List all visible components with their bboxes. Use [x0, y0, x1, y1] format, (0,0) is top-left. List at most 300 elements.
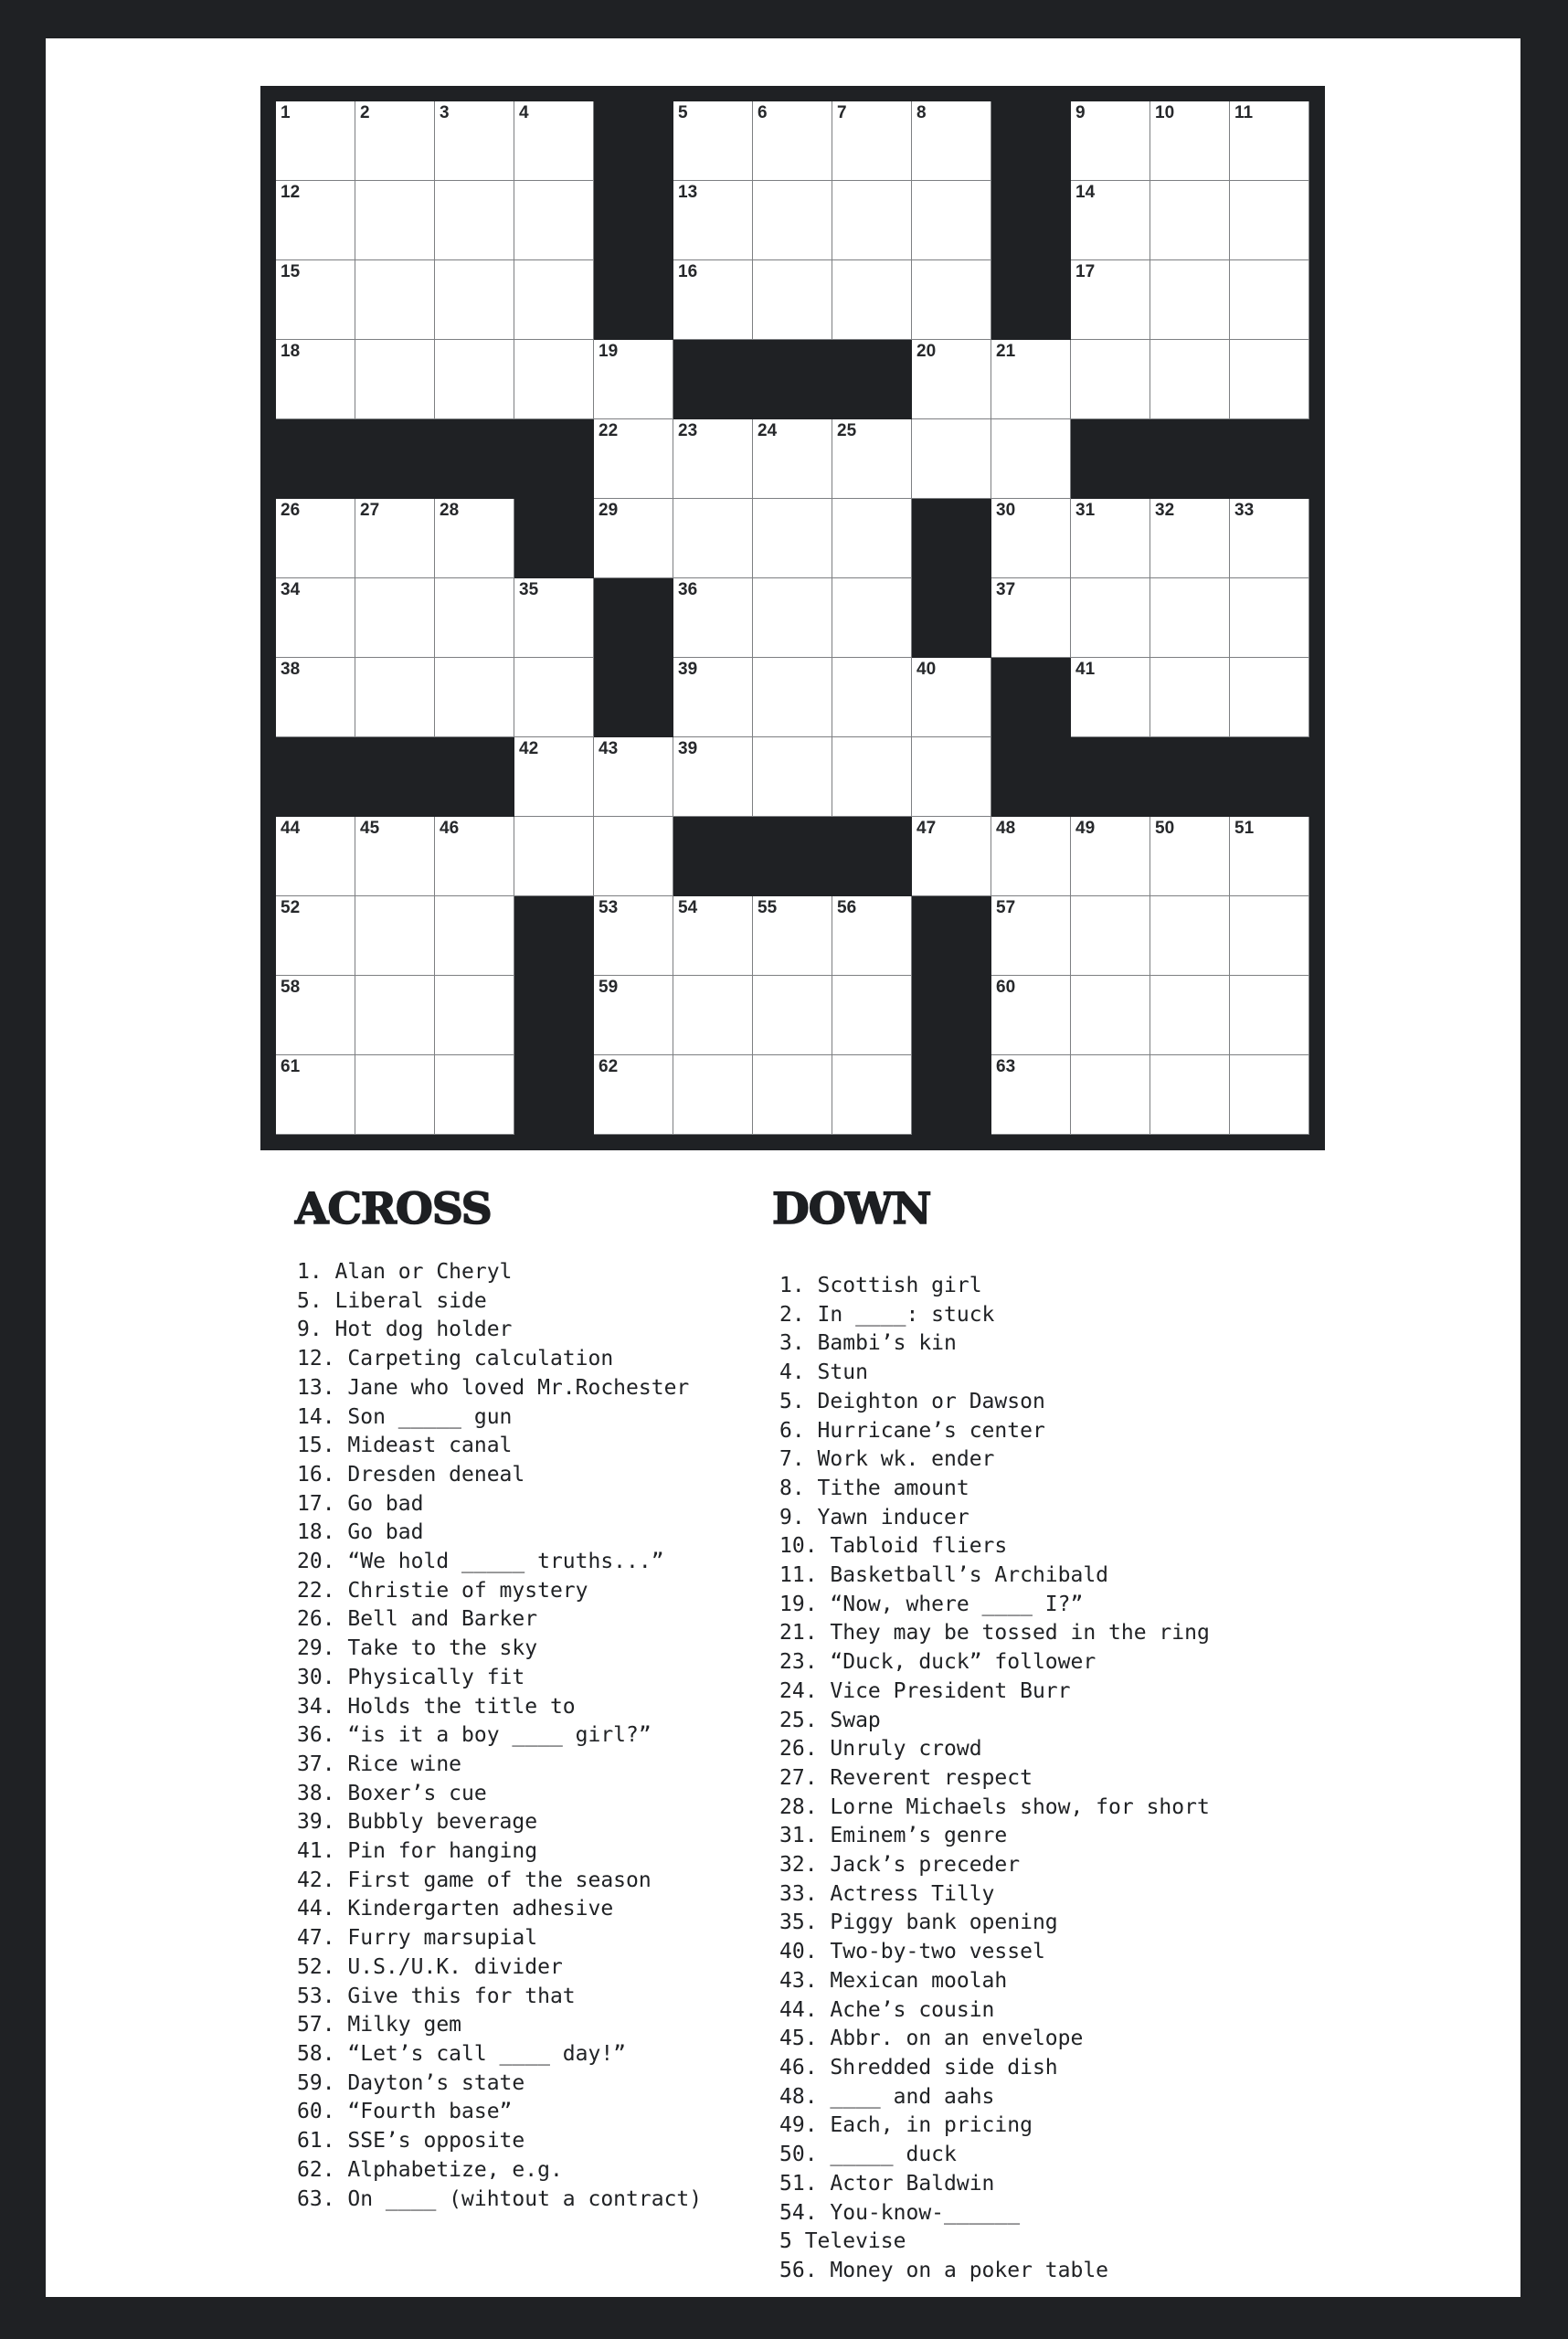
grid-cell[interactable]	[514, 578, 594, 658]
across-clue: 58. “Let’s call ____ day!”	[297, 2041, 627, 2066]
grid-cell[interactable]	[673, 578, 753, 658]
grid-cell[interactable]	[1230, 976, 1309, 1055]
cell-number: 4	[519, 103, 529, 122]
grid-cell[interactable]	[355, 976, 435, 1055]
down-clue: 40. Two-by-two vessel	[779, 1940, 1045, 1964]
grid-cell[interactable]	[673, 976, 753, 1055]
cell-number: 50	[1155, 819, 1175, 838]
down-clue: 19. “Now, where ____ I?”	[779, 1592, 1084, 1616]
cell-number: 32	[1155, 501, 1175, 520]
down-clue: 35. Piggy bank opening	[779, 1910, 1058, 1935]
down-clue: 51. Actor Baldwin	[779, 2171, 995, 2196]
cell-number: 30	[996, 501, 1016, 520]
cell-number: 55	[758, 898, 778, 917]
grid-cell[interactable]	[276, 1055, 355, 1135]
across-clue: 14. Son _____ gun	[297, 1404, 513, 1429]
across-clue: 17. Go bad	[297, 1491, 424, 1516]
grid-cell[interactable]	[355, 817, 435, 896]
grid-cell[interactable]	[673, 499, 753, 578]
grid-cell[interactable]	[753, 419, 832, 499]
grid-cell[interactable]	[1150, 499, 1230, 578]
grid-black-cell	[1150, 737, 1230, 817]
cell-number: 31	[1075, 501, 1096, 520]
across-clue: 37. Rice wine	[297, 1752, 462, 1776]
across-clue: 47. Furry marsupial	[297, 1926, 538, 1951]
grid-cell[interactable]	[355, 896, 435, 976]
grid-cell[interactable]	[1071, 817, 1150, 896]
grid-cell[interactable]	[355, 260, 435, 340]
grid-black-cell	[991, 658, 1071, 737]
down-clue: 4. Stun	[779, 1360, 868, 1385]
grid-cell[interactable]	[991, 817, 1071, 896]
cell-number: 42	[519, 739, 539, 758]
grid-cell[interactable]	[991, 976, 1071, 1055]
grid-black-cell	[514, 499, 594, 578]
grid-cell[interactable]	[594, 817, 673, 896]
cell-number: 20	[916, 342, 937, 361]
grid-cell[interactable]	[753, 499, 832, 578]
grid-cell[interactable]	[991, 1055, 1071, 1135]
grid-cell[interactable]	[355, 499, 435, 578]
grid-cell[interactable]	[1150, 578, 1230, 658]
grid-cell[interactable]	[355, 340, 435, 419]
grid-cell[interactable]	[832, 101, 912, 181]
grid-cell[interactable]	[594, 499, 673, 578]
grid-black-cell	[355, 419, 435, 499]
grid-cell[interactable]	[435, 340, 514, 419]
down-clue: 27. Reverent respect	[779, 1765, 1033, 1790]
grid-cell[interactable]	[832, 976, 912, 1055]
grid-cell[interactable]	[753, 896, 832, 976]
grid-cell[interactable]	[355, 181, 435, 260]
cell-number: 38	[281, 660, 301, 679]
cell-number: 54	[678, 898, 698, 917]
grid-cell[interactable]	[276, 181, 355, 260]
grid-black-cell	[594, 181, 673, 260]
cell-number: 39	[678, 660, 698, 679]
grid-black-cell	[1230, 737, 1309, 817]
across-clue: 12. Carpeting calculation	[297, 1347, 614, 1371]
grid-cell[interactable]	[1230, 181, 1309, 260]
grid-cell[interactable]	[276, 976, 355, 1055]
grid-cell[interactable]	[753, 578, 832, 658]
across-clue: 5. Liberal side	[297, 1288, 487, 1313]
grid-cell[interactable]	[673, 260, 753, 340]
across-clue: 38. Boxer’s cue	[297, 1781, 487, 1805]
across-clue: 41. Pin for hanging	[297, 1839, 538, 1864]
across-clue: 62. Alphabetize, e.g.	[297, 2157, 563, 2182]
grid-black-cell	[912, 1055, 991, 1135]
grid-cell[interactable]	[832, 260, 912, 340]
grid-cell[interactable]	[832, 181, 912, 260]
cell-number: 12	[281, 183, 301, 202]
grid-black-cell	[1150, 419, 1230, 499]
across-clue: 20. “We hold _____ truths...”	[297, 1550, 664, 1574]
grid-cell[interactable]	[276, 578, 355, 658]
across-clue: 26. Bell and Barker	[297, 1607, 538, 1632]
grid-cell[interactable]	[912, 181, 991, 260]
grid-cell[interactable]	[594, 419, 673, 499]
cell-number: 29	[599, 501, 619, 520]
grid-black-cell	[912, 499, 991, 578]
grid-cell[interactable]	[753, 101, 832, 181]
grid-cell[interactable]	[832, 896, 912, 976]
grid-cell[interactable]	[912, 419, 991, 499]
grid-cell[interactable]	[832, 1055, 912, 1135]
cell-number: 59	[599, 978, 619, 997]
grid-cell[interactable]	[1230, 340, 1309, 419]
cell-number: 33	[1234, 501, 1255, 520]
grid-black-cell	[991, 181, 1071, 260]
grid-cell[interactable]	[355, 578, 435, 658]
grid-cell[interactable]	[673, 737, 753, 817]
across-clue: 13. Jane who loved Mr.Rochester	[297, 1375, 690, 1400]
down-clue: 49. Each, in pricing	[779, 2113, 1033, 2138]
grid-cell[interactable]	[435, 658, 514, 737]
grid-cell[interactable]	[514, 658, 594, 737]
grid-black-cell	[435, 419, 514, 499]
grid-black-cell	[991, 737, 1071, 817]
across-clue: 15. Mideast canal	[297, 1434, 513, 1458]
cell-number: 61	[281, 1057, 301, 1076]
cell-number: 35	[519, 580, 539, 599]
down-clue: 10. Tabloid fliers	[779, 1534, 1008, 1559]
grid-cell[interactable]	[1230, 817, 1309, 896]
grid-cell[interactable]	[912, 658, 991, 737]
cell-number: 45	[360, 819, 380, 838]
across-heading: ACROSS	[295, 1184, 492, 1234]
cell-number: 58	[281, 978, 301, 997]
cell-number: 19	[599, 342, 619, 361]
grid-black-cell	[753, 817, 832, 896]
grid-cell[interactable]	[1071, 181, 1150, 260]
grid-cell[interactable]	[435, 1055, 514, 1135]
across-clue: 16. Dresden deneal	[297, 1462, 525, 1487]
grid-cell[interactable]	[435, 817, 514, 896]
cell-number: 48	[996, 819, 1016, 838]
grid-cell[interactable]	[753, 260, 832, 340]
cell-number: 5	[678, 103, 688, 122]
grid-cell[interactable]	[912, 101, 991, 181]
down-clue: 46. Shredded side dish	[779, 2055, 1058, 2080]
cell-number: 15	[281, 262, 301, 281]
grid-cell[interactable]	[912, 737, 991, 817]
cell-number: 44	[281, 819, 301, 838]
grid-black-cell	[514, 896, 594, 976]
down-clue: 21. They may be tossed in the ring	[779, 1621, 1210, 1646]
grid-black-cell	[912, 896, 991, 976]
across-clue: 52. U.S./U.K. divider	[297, 1954, 563, 1979]
down-clue: 9. Yawn inducer	[779, 1505, 969, 1529]
grid-black-cell	[594, 578, 673, 658]
down-clue: 5 Televise	[779, 2229, 906, 2254]
grid-cell[interactable]	[276, 896, 355, 976]
across-clue: 42. First game of the season	[297, 1868, 652, 1892]
grid-cell[interactable]	[1071, 1055, 1150, 1135]
cell-number: 6	[758, 103, 768, 122]
grid-cell[interactable]	[1150, 817, 1230, 896]
cell-number: 60	[996, 978, 1016, 997]
cell-number: 24	[758, 421, 778, 440]
down-clue: 3. Bambi’s kin	[779, 1331, 957, 1356]
across-clue: 22. Christie of mystery	[297, 1578, 588, 1603]
grid-cell[interactable]	[435, 181, 514, 260]
across-clue: 59. Dayton’s state	[297, 2070, 525, 2095]
cell-number: 53	[599, 898, 619, 917]
grid-cell[interactable]	[1071, 896, 1150, 976]
across-clue: 1. Alan or Cheryl	[297, 1260, 513, 1284]
cell-number: 51	[1234, 819, 1255, 838]
grid-black-cell	[435, 737, 514, 817]
grid-cell[interactable]	[1071, 260, 1150, 340]
down-clue: 33. Actress Tilly	[779, 1881, 995, 1906]
cell-number: 52	[281, 898, 301, 917]
grid-cell[interactable]	[832, 419, 912, 499]
grid-cell[interactable]	[435, 976, 514, 1055]
grid-cell[interactable]	[594, 1055, 673, 1135]
cell-number: 1	[281, 103, 291, 122]
across-clue: 57. Milky gem	[297, 2013, 462, 2037]
grid-cell[interactable]	[1230, 101, 1309, 181]
across-clue: 53. Give this for that	[297, 1984, 576, 2008]
cell-number: 57	[996, 898, 1016, 917]
cell-number: 28	[440, 501, 460, 520]
grid-cell[interactable]	[355, 658, 435, 737]
cell-number: 18	[281, 342, 301, 361]
grid-black-cell	[832, 340, 912, 419]
grid-cell[interactable]	[1150, 340, 1230, 419]
grid-cell[interactable]	[276, 817, 355, 896]
grid-cell[interactable]	[514, 340, 594, 419]
cell-number: 17	[1075, 262, 1096, 281]
grid-cell[interactable]	[753, 1055, 832, 1135]
grid-cell[interactable]	[435, 896, 514, 976]
cell-number: 13	[678, 183, 698, 202]
grid-cell[interactable]	[1150, 896, 1230, 976]
across-clue: 61. SSE’s opposite	[297, 2129, 525, 2154]
across-clue: 34. Holds the title to	[297, 1694, 576, 1719]
grid-cell[interactable]	[1150, 658, 1230, 737]
grid-cell[interactable]	[1230, 658, 1309, 737]
down-clue: 5. Deighton or Dawson	[779, 1389, 1045, 1413]
cell-number: 23	[678, 421, 698, 440]
grid-cell[interactable]	[673, 419, 753, 499]
cell-number: 37	[996, 580, 1016, 599]
grid-cell[interactable]	[991, 896, 1071, 976]
grid-cell[interactable]	[753, 737, 832, 817]
grid-black-cell	[912, 578, 991, 658]
down-clue: 28. Lorne Michaels show, for short	[779, 1794, 1210, 1819]
grid-cell[interactable]	[991, 578, 1071, 658]
grid-black-cell	[991, 101, 1071, 181]
grid-cell[interactable]	[1150, 260, 1230, 340]
grid-black-cell	[514, 419, 594, 499]
across-clue: 18. Go bad	[297, 1520, 424, 1545]
grid-black-cell	[1071, 419, 1150, 499]
grid-cell[interactable]	[912, 260, 991, 340]
down-clue: 7. Work wk. ender	[779, 1447, 995, 1472]
down-clue: 26. Unruly crowd	[779, 1737, 982, 1762]
grid-cell[interactable]	[1071, 499, 1150, 578]
cell-number: 49	[1075, 819, 1096, 838]
down-clue: 32. Jack’s preceder	[779, 1853, 1021, 1878]
grid-cell[interactable]	[1071, 578, 1150, 658]
cell-number: 41	[1075, 660, 1096, 679]
cell-number: 62	[599, 1057, 619, 1076]
cell-number: 34	[281, 580, 301, 599]
down-clue: 2. In ____: stuck	[779, 1302, 995, 1327]
down-clue: 6. Hurricane’s center	[779, 1418, 1045, 1443]
grid-cell[interactable]	[991, 340, 1071, 419]
down-clue: 56. Money on a poker table	[779, 2258, 1109, 2282]
grid-cell[interactable]	[832, 499, 912, 578]
across-clue-list	[297, 1258, 702, 2214]
grid-black-cell	[991, 260, 1071, 340]
grid-cell[interactable]	[435, 260, 514, 340]
grid-cell[interactable]	[594, 976, 673, 1055]
grid-cell[interactable]	[673, 658, 753, 737]
grid-cell[interactable]	[514, 817, 594, 896]
grid-cell[interactable]	[355, 1055, 435, 1135]
down-clue: 31. Eminem’s genre	[779, 1824, 1008, 1848]
grid-cell[interactable]	[435, 101, 514, 181]
grid-cell[interactable]	[355, 101, 435, 181]
grid-cell[interactable]	[276, 260, 355, 340]
grid-cell[interactable]	[514, 101, 594, 181]
cell-number: 2	[360, 103, 370, 122]
grid-black-cell	[514, 976, 594, 1055]
grid-cell[interactable]	[753, 976, 832, 1055]
cell-number: 16	[678, 262, 698, 281]
grid-cell[interactable]	[1230, 578, 1309, 658]
grid-black-cell	[832, 817, 912, 896]
grid-cell[interactable]	[594, 737, 673, 817]
cell-number: 27	[360, 501, 380, 520]
grid-black-cell	[912, 976, 991, 1055]
grid-cell[interactable]	[673, 1055, 753, 1135]
grid-cell[interactable]	[1071, 658, 1150, 737]
cell-number: 40	[916, 660, 937, 679]
cell-number: 7	[837, 103, 847, 122]
grid-black-cell	[1230, 419, 1309, 499]
cell-number: 46	[440, 819, 460, 838]
grid-cell[interactable]	[753, 181, 832, 260]
grid-black-cell	[753, 340, 832, 419]
down-clue: 44. Ache’s cousin	[779, 1997, 995, 2022]
across-clue: 63. On ____ (wihtout a contract)	[297, 2186, 703, 2211]
across-clue: 60. “Fourth base”	[297, 2100, 513, 2124]
grid-cell[interactable]	[276, 658, 355, 737]
down-clue: 43. Mexican moolah	[779, 1968, 1008, 1993]
crossword-grid	[260, 86, 1325, 1150]
down-clue: 50. _____ duck	[779, 2143, 957, 2167]
cell-number: 11	[1234, 103, 1254, 122]
grid-cell[interactable]	[1230, 499, 1309, 578]
grid-black-cell	[276, 737, 355, 817]
grid-cell[interactable]	[1071, 340, 1150, 419]
cell-number: 47	[916, 819, 937, 838]
down-clue: 8. Tithe amount	[779, 1476, 969, 1500]
grid-cell[interactable]	[991, 499, 1071, 578]
cell-number: 21	[996, 342, 1016, 361]
down-clue: 1. Scottish girl	[779, 1274, 982, 1297]
grid-black-cell	[594, 101, 673, 181]
grid-cell[interactable]	[832, 737, 912, 817]
down-heading: DOWN	[772, 1184, 931, 1234]
down-clue-list	[779, 1272, 1210, 2286]
grid-cell[interactable]	[435, 578, 514, 658]
grid-cell[interactable]	[1071, 976, 1150, 1055]
grid-cell[interactable]	[1230, 1055, 1309, 1135]
grid-black-cell	[673, 817, 753, 896]
across-clue: 36. “is it a boy ____ girl?”	[297, 1723, 652, 1748]
grid-cell[interactable]	[673, 101, 753, 181]
across-clue: 9. Hot dog holder	[297, 1318, 513, 1342]
grid-cell[interactable]	[832, 658, 912, 737]
grid-cell[interactable]	[1230, 896, 1309, 976]
cell-number: 8	[916, 103, 927, 122]
grid-cell[interactable]	[1150, 181, 1230, 260]
grid-cell[interactable]	[912, 340, 991, 419]
grid-cell[interactable]	[1150, 976, 1230, 1055]
cell-number: 14	[1075, 183, 1096, 202]
across-clue: 39. Bubbly beverage	[297, 1810, 538, 1835]
cell-number: 25	[837, 421, 857, 440]
cell-number: 63	[996, 1057, 1016, 1076]
grid-cell[interactable]	[673, 181, 753, 260]
grid-black-cell	[673, 340, 753, 419]
grid-black-cell	[276, 419, 355, 499]
cell-number: 39	[678, 739, 698, 758]
down-clue: 24. Vice President Burr	[779, 1678, 1071, 1703]
across-clue: 44. Kindergarten adhesive	[297, 1897, 614, 1921]
grid-cell[interactable]	[435, 499, 514, 578]
cell-number: 43	[599, 739, 619, 758]
cell-number: 10	[1155, 103, 1175, 122]
grid-cell[interactable]	[1150, 101, 1230, 181]
grid-cell[interactable]	[1230, 260, 1309, 340]
down-clue: 25. Swap	[779, 1708, 881, 1732]
grid-cell[interactable]	[514, 181, 594, 260]
grid-cell[interactable]	[1150, 1055, 1230, 1135]
grid-cell[interactable]	[912, 817, 991, 896]
grid-cell[interactable]	[514, 737, 594, 817]
grid-cell[interactable]	[594, 896, 673, 976]
cell-number: 26	[281, 501, 301, 520]
cell-number: 9	[1075, 103, 1086, 122]
grid-cell[interactable]	[276, 340, 355, 419]
across-clue: 30. Physically fit	[297, 1665, 525, 1689]
grid-cell[interactable]	[673, 896, 753, 976]
grid-black-cell	[594, 658, 673, 737]
down-clue: 48. ____ and aahs	[779, 2084, 995, 2109]
grid-cell[interactable]	[1071, 101, 1150, 181]
grid-cell[interactable]	[594, 340, 673, 419]
grid-black-cell	[514, 1055, 594, 1135]
cell-number: 56	[837, 898, 857, 917]
cell-number: 36	[678, 580, 698, 599]
down-clue: 11. Basketball’s Archibald	[779, 1563, 1109, 1588]
grid-cell[interactable]	[514, 260, 594, 340]
grid-cell[interactable]	[753, 658, 832, 737]
grid-cell[interactable]	[276, 499, 355, 578]
down-clue: 23. “Duck, duck” follower	[779, 1650, 1097, 1675]
grid-cell[interactable]	[832, 578, 912, 658]
grid-cell[interactable]	[991, 419, 1071, 499]
grid-cell[interactable]	[276, 101, 355, 181]
down-clue: 45. Abbr. on an envelope	[779, 2027, 1084, 2051]
across-clue: 29. Take to the sky	[297, 1636, 538, 1661]
